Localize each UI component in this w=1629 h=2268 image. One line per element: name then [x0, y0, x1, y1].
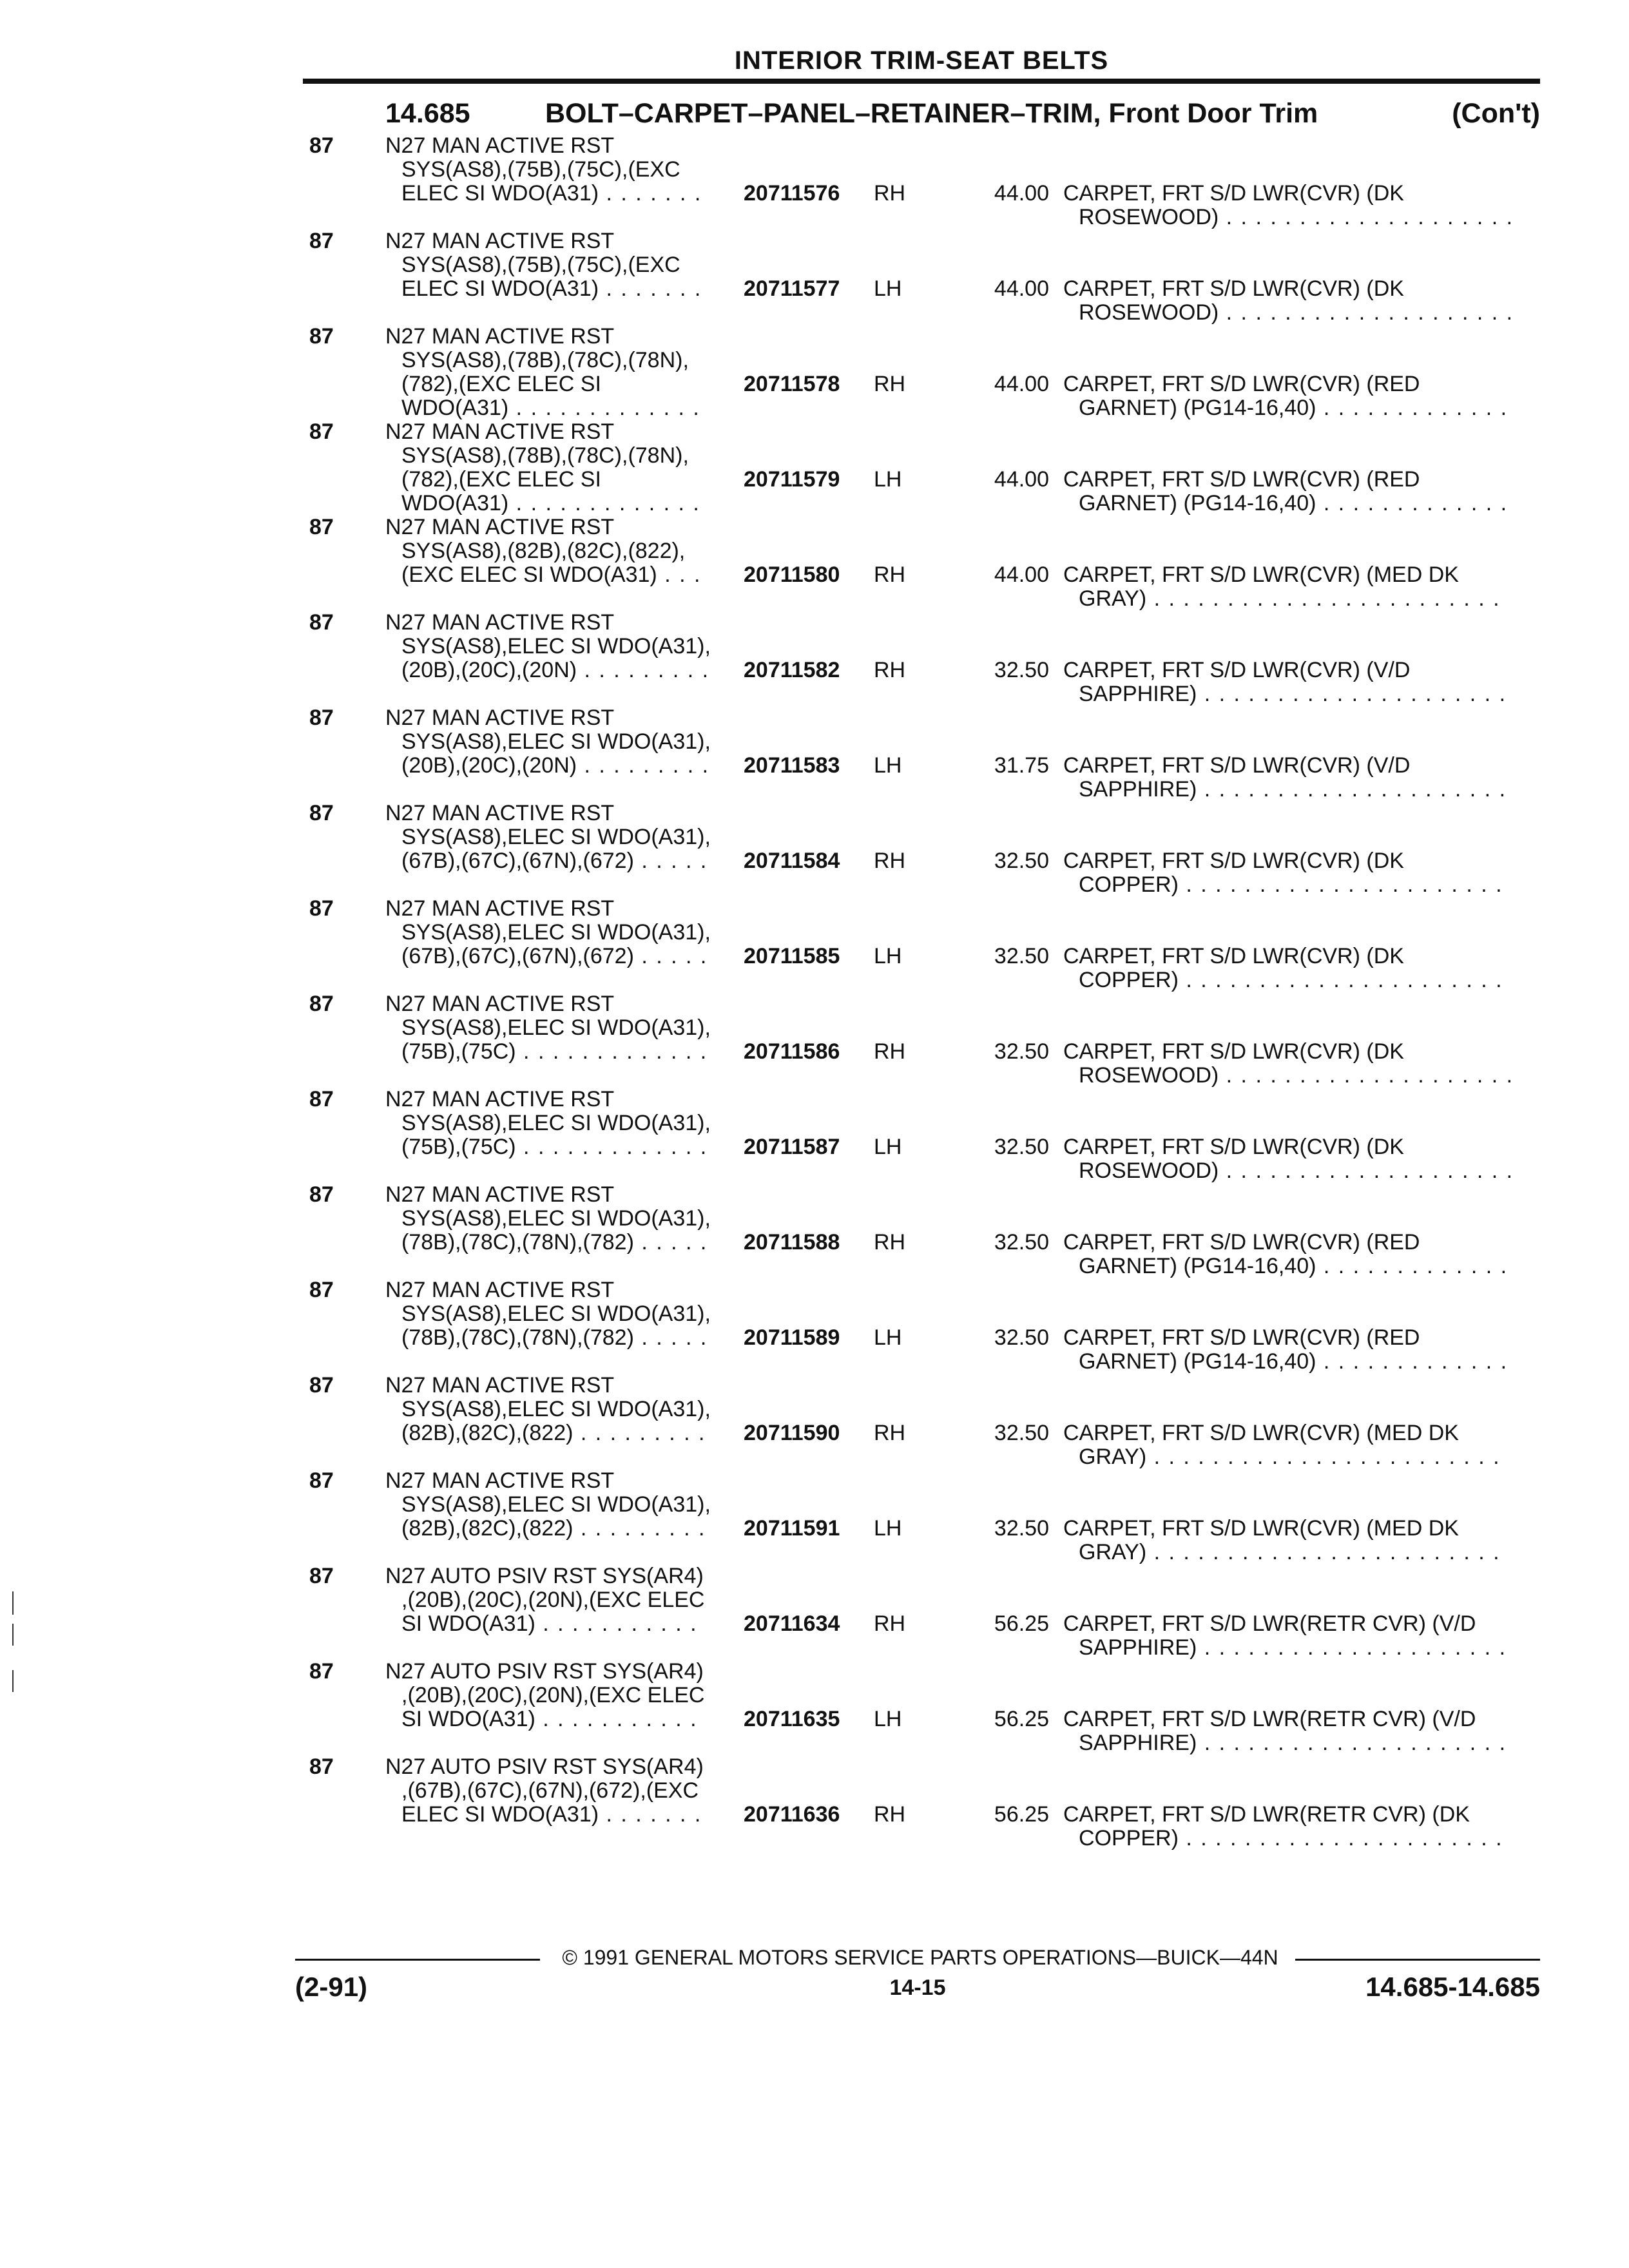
usage-description-line: N27 MAN ACTIVE RST: [385, 229, 615, 253]
part-name-line: GRAY) . . . . . . . . . . . . . . . . . . . . . . . .: [1079, 586, 1501, 611]
part-name-line: SAPPHIRE) . . . . . . . . . . . . . . . . . . . . .: [1079, 1731, 1507, 1755]
list-price: 44.00: [994, 467, 1049, 492]
part-number: 20711590: [744, 1421, 840, 1445]
part-name-line: CARPET, FRT S/D LWR(CVR) (DK: [1063, 276, 1404, 301]
usage-description-line: (82B),(82C),(822) . . . . . . . . .: [401, 1516, 706, 1541]
usage-description-line: (78B),(78C),(78N),(782) . . . . .: [401, 1230, 708, 1254]
dot-leader: . . . . . . . . . . . . .: [508, 396, 700, 420]
usage-description: [385, 1755, 733, 1827]
parts-entry: [303, 515, 1540, 611]
part-name-line: CARPET, FRT S/D LWR(CVR) (DK: [1063, 181, 1404, 206]
usage-description-line: N27 MAN ACTIVE RST: [385, 515, 615, 539]
usage-description-line: SYS(AS8),ELEC SI WDO(A31),: [401, 1397, 711, 1421]
dot-leader: . . . . . . . . . . . . . . . . . . . . . .: [1178, 872, 1503, 897]
footer-date-code: (2-91): [295, 1972, 368, 2002]
section-continued: (Con't): [1452, 98, 1540, 129]
side-code: RH: [874, 1802, 906, 1827]
part-name-line: CARPET, FRT S/D LWR(CVR) (RED: [1063, 1325, 1420, 1350]
figure-number: 87: [309, 1373, 334, 1398]
usage-description-line: (75B),(75C) . . . . . . . . . . . . .: [401, 1039, 708, 1064]
part-name: [1063, 1135, 1540, 1183]
usage-description: [385, 706, 733, 778]
dot-leader: . . . . . . . . . . . . . . . . . . . . .: [1197, 682, 1507, 706]
parts-entry: [303, 1469, 1540, 1564]
dot-leader: . . . . .: [633, 944, 708, 968]
dot-leader: . . . . . . . . . . . . . . . . . . . .: [1219, 1158, 1514, 1183]
part-name-line: CARPET, FRT S/D LWR(RETR CVR) (V/D: [1063, 1707, 1476, 1731]
dot-leader: . . . . . . . . . . . . . . . . . . . . . . . .: [1146, 1445, 1501, 1469]
dot-leader: . . . . .: [633, 1230, 708, 1254]
parts-entry: [303, 897, 1540, 992]
part-name-line: SAPPHIRE) . . . . . . . . . . . . . . . . . . . . .: [1079, 777, 1507, 802]
parts-entry: [303, 611, 1540, 706]
part-name-line: CARPET, FRT S/D LWR(RETR CVR) (V/D: [1063, 1611, 1476, 1636]
part-name-line: CARPET, FRT S/D LWR(CVR) (V/D: [1063, 658, 1411, 682]
dot-leader: . . . . . . . . . . . . .: [1316, 1254, 1509, 1278]
section-number: 14.685: [385, 98, 470, 129]
dot-leader: . . . . . . . . .: [577, 753, 710, 778]
part-number: 20711587: [744, 1135, 840, 1159]
parts-entry: [303, 1088, 1540, 1183]
parts-entry: [303, 229, 1540, 325]
footer-section-range: 14.685-14.685: [1365, 1972, 1540, 2002]
part-name-line: CARPET, FRT S/D LWR(CVR) (DK: [1063, 849, 1404, 873]
part-name-line: CARPET, FRT S/D LWR(CVR) (V/D: [1063, 753, 1411, 778]
part-number: 20711636: [744, 1802, 840, 1827]
part-number: 20711586: [744, 1039, 840, 1064]
usage-description-line: (82B),(82C),(822) . . . . . . . . .: [401, 1421, 706, 1445]
dot-leader: . . . . . . . . . . . . . . . . . . . .: [1219, 300, 1514, 325]
usage-description: [385, 897, 733, 968]
usage-description-line: N27 MAN ACTIVE RST: [385, 992, 615, 1016]
usage-description-line: (782),(EXC ELEC SI: [401, 372, 601, 396]
parts-entry: [303, 706, 1540, 802]
figure-number: 87: [309, 896, 334, 921]
usage-description: [385, 515, 733, 587]
usage-description-line: N27 AUTO PSIV RST SYS(AR4): [385, 1754, 704, 1779]
footer-rule-right: [1295, 1959, 1540, 1961]
part-name: [1063, 849, 1540, 897]
parts-entry: [303, 1278, 1540, 1374]
part-name-line: COPPER) . . . . . . . . . . . . . . . . . . . . . .: [1079, 872, 1503, 897]
list-price: 32.50: [994, 658, 1049, 682]
list-price: 32.50: [994, 1421, 1049, 1445]
part-name: [1063, 563, 1540, 611]
usage-description-line: N27 MAN ACTIVE RST: [385, 610, 615, 635]
usage-description-line: SYS(AS8),ELEC SI WDO(A31),: [401, 1206, 711, 1231]
part-name: [1063, 1326, 1540, 1374]
part-name-line: GRAY) . . . . . . . . . . . . . . . . . . . . . . . .: [1079, 1445, 1501, 1469]
part-name-line: CARPET, FRT S/D LWR(CVR) (DK: [1063, 1039, 1404, 1064]
part-name-line: ROSEWOOD) . . . . . . . . . . . . . . . . . . . .: [1079, 205, 1514, 229]
usage-description-line: N27 AUTO PSIV RST SYS(AR4): [385, 1564, 704, 1588]
part-name-line: CARPET, FRT S/D LWR(CVR) (RED: [1063, 372, 1420, 396]
part-name: [1063, 182, 1540, 229]
list-price: 32.50: [994, 849, 1049, 873]
part-name-line: CARPET, FRT S/D LWR(RETR CVR) (DK: [1063, 1802, 1470, 1827]
section-title: BOLT–CARPET–PANEL–RETAINER–TRIM, Front Door Trim: [545, 98, 1318, 129]
dot-leader: . . . . . . . . .: [573, 1421, 706, 1445]
dot-leader: . . . . . . . . . . . . .: [508, 491, 700, 515]
usage-description-line: ,(20B),(20C),(20N),(EXC ELEC: [401, 1683, 705, 1707]
dot-leader: . . . . . . . . . . . . . . . . . . . . .: [1197, 1635, 1507, 1660]
usage-description: [385, 1564, 733, 1636]
usage-description-line: (782),(EXC ELEC SI: [401, 467, 601, 492]
dot-leader: . . . . . . . . . . . . .: [1316, 396, 1509, 420]
usage-description-line: SYS(AS8),(75B),(75C),(EXC: [401, 253, 680, 277]
list-price: 44.00: [994, 276, 1049, 301]
part-name: [1063, 754, 1540, 802]
part-name-line: COPPER) . . . . . . . . . . . . . . . . . . . . . .: [1079, 1826, 1503, 1850]
usage-description-line: WDO(A31) . . . . . . . . . . . . .: [401, 396, 700, 420]
usage-description-line: ,(67B),(67C),(67N),(672),(EXC: [401, 1778, 699, 1803]
usage-description-line: (67B),(67C),(67N),(672) . . . . .: [401, 849, 708, 873]
list-price: 31.75: [994, 753, 1049, 778]
usage-description-line: N27 MAN ACTIVE RST: [385, 133, 615, 158]
part-name-line: COPPER) . . . . . . . . . . . . . . . . . . . . . .: [1079, 968, 1503, 992]
figure-number: 87: [309, 801, 334, 825]
usage-description-line: N27 MAN ACTIVE RST: [385, 801, 615, 825]
side-code: RH: [874, 1039, 906, 1064]
part-name: [1063, 945, 1540, 992]
figure-number: 87: [309, 324, 334, 349]
figure-number: 87: [309, 1182, 334, 1207]
dot-leader: . . . . . . . . . . .: [535, 1707, 698, 1731]
usage-description-line: (75B),(75C) . . . . . . . . . . . . .: [401, 1135, 708, 1159]
side-code: LH: [874, 467, 902, 492]
part-name: [1063, 1803, 1540, 1850]
part-name-line: SAPPHIRE) . . . . . . . . . . . . . . . . . . . . .: [1079, 682, 1507, 706]
part-number: 20711635: [744, 1707, 840, 1731]
usage-description-line: N27 MAN ACTIVE RST: [385, 1468, 615, 1493]
list-price: 32.50: [994, 1325, 1049, 1350]
side-code: LH: [874, 1516, 902, 1541]
part-number: 20711588: [744, 1230, 840, 1254]
usage-description: [385, 420, 733, 515]
dot-leader: . . . . . . . . . . . . . . . . . . . . .: [1197, 777, 1507, 802]
usage-description: [385, 992, 733, 1064]
dot-leader: . . . . . . . . . . . . . . . . . . . . .: [1197, 1731, 1507, 1755]
dot-leader: . . .: [657, 562, 702, 587]
parts-entry: [303, 802, 1540, 897]
side-code: RH: [874, 1421, 906, 1445]
usage-description-line: (EXC ELEC SI WDO(A31) . . .: [401, 562, 702, 587]
part-name-line: ROSEWOOD) . . . . . . . . . . . . . . . . . . . .: [1079, 1063, 1514, 1088]
dot-leader: . . . . . . . . . . .: [535, 1611, 698, 1636]
usage-description: [385, 229, 733, 301]
parts-entry: [303, 420, 1540, 515]
list-price: 32.50: [994, 1039, 1049, 1064]
dot-leader: . . . . . . . . .: [573, 1516, 706, 1541]
dot-leader: . . . . . . . . .: [577, 658, 710, 682]
part-name-line: CARPET, FRT S/D LWR(CVR) (RED: [1063, 1230, 1420, 1254]
side-code: LH: [874, 276, 902, 301]
figure-number: 87: [309, 229, 334, 253]
dot-leader: . . . . . . .: [599, 1802, 702, 1827]
usage-description-line: N27 MAN ACTIVE RST: [385, 419, 615, 444]
figure-number: 87: [309, 1087, 334, 1111]
part-number: 20711578: [744, 372, 840, 396]
dot-leader: . . . . . . .: [599, 181, 702, 206]
usage-description-line: (67B),(67C),(67N),(672) . . . . .: [401, 944, 708, 968]
dot-leader: . . . . . . . . . . . . . . . . . . . .: [1219, 1063, 1514, 1088]
dot-leader: . . . . . . . . . . . . .: [1316, 491, 1509, 515]
figure-number: 87: [309, 1278, 334, 1302]
part-name-line: GRAY) . . . . . . . . . . . . . . . . . . . . . . . .: [1079, 1540, 1501, 1564]
part-name: [1063, 372, 1540, 420]
part-name: [1063, 1707, 1540, 1755]
part-number: 20711577: [744, 276, 840, 301]
part-name-line: ROSEWOOD) . . . . . . . . . . . . . . . . . . . .: [1079, 300, 1514, 325]
side-code: RH: [874, 562, 906, 587]
part-name-line: GARNET) (PG14-16,40) . . . . . . . . . . . . .: [1079, 1254, 1509, 1278]
parts-entry: [303, 1660, 1540, 1755]
part-name-line: CARPET, FRT S/D LWR(CVR) (DK: [1063, 944, 1404, 968]
dot-leader: . . . . . . . . . . . . .: [516, 1135, 708, 1159]
part-name: [1063, 1231, 1540, 1278]
usage-description-line: WDO(A31) . . . . . . . . . . . . .: [401, 491, 700, 515]
usage-description-line: ELEC SI WDO(A31) . . . . . . .: [401, 1802, 702, 1827]
part-name-line: CARPET, FRT S/D LWR(CVR) (MED DK: [1063, 562, 1459, 587]
part-number: 20711583: [744, 753, 840, 778]
figure-number: 87: [309, 610, 334, 635]
side-code: RH: [874, 372, 906, 396]
usage-description-line: ELEC SI WDO(A31) . . . . . . .: [401, 276, 702, 301]
figure-number: 87: [309, 1754, 334, 1779]
usage-description-line: SYS(AS8),(78B),(78C),(78N),: [401, 443, 689, 468]
usage-description-line: N27 MAN ACTIVE RST: [385, 1087, 615, 1111]
usage-description-line: SYS(AS8),(75B),(75C),(EXC: [401, 157, 680, 182]
usage-description-line: (20B),(20C),(20N) . . . . . . . . .: [401, 753, 710, 778]
usage-description-line: N27 MAN ACTIVE RST: [385, 1278, 615, 1302]
figure-number: 87: [309, 1564, 334, 1588]
usage-description-line: SYS(AS8),ELEC SI WDO(A31),: [401, 729, 711, 754]
part-number: 20711582: [744, 658, 840, 682]
part-name-line: GARNET) (PG14-16,40) . . . . . . . . . . . . .: [1079, 396, 1509, 420]
usage-description-line: SYS(AS8),ELEC SI WDO(A31),: [401, 920, 711, 945]
usage-description-line: N27 MAN ACTIVE RST: [385, 1373, 615, 1398]
page-footer: [295, 1945, 1540, 2003]
side-code: RH: [874, 181, 906, 206]
footer-rule-left: [295, 1959, 540, 1961]
dot-leader: . . . . . . . . . . . . .: [516, 1039, 708, 1064]
part-number: 20711585: [744, 944, 840, 968]
dot-leader: . . . . . . . . . . . . . . . . . . . . . .: [1178, 968, 1503, 992]
part-name: [1063, 1040, 1540, 1088]
list-price: 32.50: [994, 1230, 1049, 1254]
list-price: 32.50: [994, 944, 1049, 968]
part-number: 20711584: [744, 849, 840, 873]
part-name-line: CARPET, FRT S/D LWR(CVR) (MED DK: [1063, 1516, 1459, 1541]
part-number: 20711591: [744, 1516, 840, 1541]
figure-number: 87: [309, 992, 334, 1016]
part-name-line: CARPET, FRT S/D LWR(CVR) (MED DK: [1063, 1421, 1459, 1445]
footer-page-number: 14-15: [889, 1975, 946, 2000]
usage-description: [385, 1183, 733, 1254]
dot-leader: . . . . .: [633, 1325, 708, 1350]
list-price: 56.25: [994, 1802, 1049, 1827]
list-price: 56.25: [994, 1707, 1049, 1731]
usage-description-line: SYS(AS8),(82B),(82C),(822),: [401, 539, 686, 563]
parts-entry: [303, 1374, 1540, 1469]
list-price: 56.25: [994, 1611, 1049, 1636]
side-code: LH: [874, 1325, 902, 1350]
part-name: [1063, 658, 1540, 706]
list-price: 44.00: [994, 181, 1049, 206]
usage-description-line: SYS(AS8),ELEC SI WDO(A31),: [401, 825, 711, 849]
part-name: [1063, 1517, 1540, 1564]
side-code: RH: [874, 849, 906, 873]
side-code: RH: [874, 1230, 906, 1254]
list-price: 32.50: [994, 1516, 1049, 1541]
parts-entry: [303, 992, 1540, 1088]
usage-description: [385, 1088, 733, 1159]
usage-description-line: N27 MAN ACTIVE RST: [385, 324, 615, 349]
parts-entry: [303, 1183, 1540, 1278]
side-code: RH: [874, 658, 906, 682]
side-code: LH: [874, 753, 902, 778]
parts-entry: [303, 1755, 1540, 1850]
part-name-line: GARNET) (PG14-16,40) . . . . . . . . . . . . .: [1079, 491, 1509, 515]
section-heading: [385, 94, 1540, 133]
usage-description-line: ELEC SI WDO(A31) . . . . . . .: [401, 181, 702, 206]
side-code: LH: [874, 1707, 902, 1731]
usage-description: [385, 325, 733, 420]
figure-number: 87: [309, 419, 334, 444]
footer-copyright: © 1991 GENERAL MOTORS SERVICE PARTS OPERATIONS—BUICK—44N: [562, 1946, 1278, 1969]
figure-number: 87: [309, 133, 334, 158]
page-header: [303, 44, 1540, 84]
usage-description-line: SYS(AS8),ELEC SI WDO(A31),: [401, 634, 711, 658]
list-price: 44.00: [994, 562, 1049, 587]
dot-leader: . . . . . . . . . . . . . . . . . . . . . . . .: [1146, 1540, 1501, 1564]
usage-description-line: SYS(AS8),ELEC SI WDO(A31),: [401, 1015, 711, 1040]
parts-list: [303, 134, 1540, 1850]
part-number: 20711634: [744, 1611, 840, 1636]
part-number: 20711580: [744, 562, 840, 587]
dot-leader: . . . . . . . . . . . . . . . . . . . . . . . .: [1146, 586, 1501, 611]
usage-description-line: SYS(AS8),ELEC SI WDO(A31),: [401, 1492, 711, 1517]
header-rule: [303, 79, 1540, 84]
figure-number: 87: [309, 515, 334, 539]
dot-leader: . . . . . . . . . . . . .: [1316, 1349, 1509, 1374]
margin-marks: [9, 1591, 17, 1695]
part-name: [1063, 277, 1540, 325]
figure-number: 87: [309, 1468, 334, 1493]
usage-description-line: (20B),(20C),(20N) . . . . . . . . .: [401, 658, 710, 682]
part-name-line: ROSEWOOD) . . . . . . . . . . . . . . . . . . . .: [1079, 1158, 1514, 1183]
usage-description: [385, 134, 733, 206]
usage-description-line: N27 MAN ACTIVE RST: [385, 896, 615, 921]
usage-description-line: SI WDO(A31) . . . . . . . . . . .: [401, 1707, 698, 1731]
side-code: LH: [874, 1135, 902, 1159]
parts-entry: [303, 325, 1540, 420]
part-name-line: CARPET, FRT S/D LWR(CVR) (RED: [1063, 467, 1420, 492]
usage-description: [385, 1660, 733, 1731]
part-name-line: CARPET, FRT S/D LWR(CVR) (DK: [1063, 1135, 1404, 1159]
usage-description-line: N27 MAN ACTIVE RST: [385, 1182, 615, 1207]
dot-leader: . . . . . . .: [599, 276, 702, 301]
part-name: [1063, 1612, 1540, 1660]
usage-description-line: SI WDO(A31) . . . . . . . . . . .: [401, 1611, 698, 1636]
usage-description-line: N27 MAN ACTIVE RST: [385, 706, 615, 730]
dot-leader: . . . . .: [633, 849, 708, 873]
figure-number: 87: [309, 1659, 334, 1684]
part-name: [1063, 468, 1540, 515]
usage-description-line: SYS(AS8),ELEC SI WDO(A31),: [401, 1302, 711, 1326]
dot-leader: . . . . . . . . . . . . . . . . . . . . . .: [1178, 1826, 1503, 1850]
part-number: 20711576: [744, 181, 840, 206]
usage-description-line: ,(20B),(20C),(20N),(EXC ELEC: [401, 1588, 705, 1612]
figure-number: 87: [309, 706, 334, 730]
usage-description: [385, 1278, 733, 1350]
usage-description: [385, 802, 733, 873]
side-code: RH: [874, 1611, 906, 1636]
list-price: 44.00: [994, 372, 1049, 396]
part-name: [1063, 1421, 1540, 1469]
usage-description-line: SYS(AS8),ELEC SI WDO(A31),: [401, 1111, 711, 1135]
usage-description-line: SYS(AS8),(78B),(78C),(78N),: [401, 348, 689, 372]
dot-leader: . . . . . . . . . . . . . . . . . . . .: [1219, 205, 1514, 229]
part-name-line: GARNET) (PG14-16,40) . . . . . . . . . . . . .: [1079, 1349, 1509, 1374]
list-price: 32.50: [994, 1135, 1049, 1159]
part-name-line: SAPPHIRE) . . . . . . . . . . . . . . . . . . . . .: [1079, 1635, 1507, 1660]
parts-entry: [303, 1564, 1540, 1660]
page-title: INTERIOR TRIM-SEAT BELTS: [734, 46, 1109, 75]
part-number: 20711579: [744, 467, 840, 492]
usage-description: [385, 1374, 733, 1445]
usage-description-line: N27 AUTO PSIV RST SYS(AR4): [385, 1659, 704, 1684]
side-code: LH: [874, 944, 902, 968]
part-number: 20711589: [744, 1325, 840, 1350]
usage-description: [385, 1469, 733, 1541]
usage-description: [385, 611, 733, 682]
usage-description-line: (78B),(78C),(78N),(782) . . . . .: [401, 1325, 708, 1350]
parts-entry: [303, 134, 1540, 229]
